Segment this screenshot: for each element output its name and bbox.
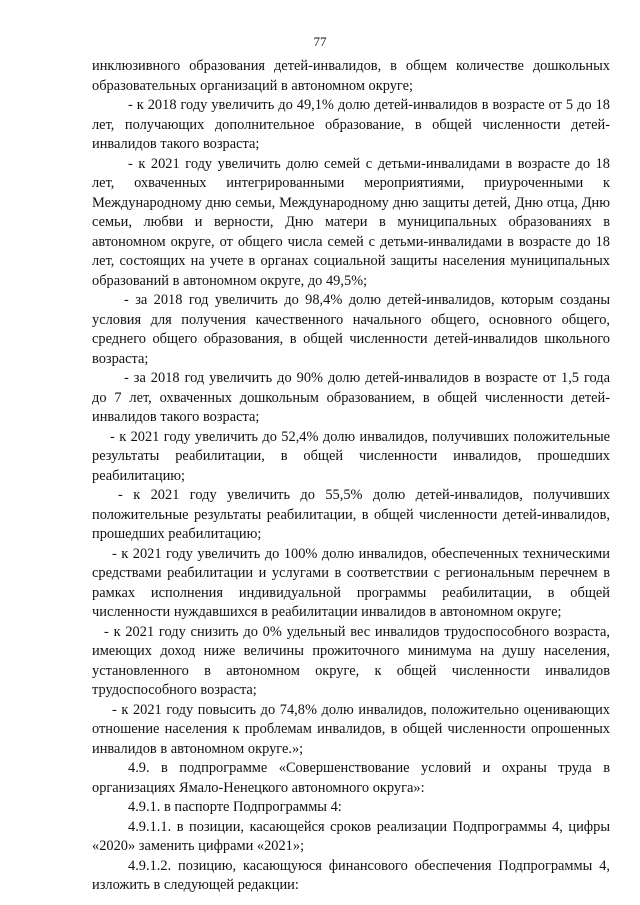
paragraph-rehabilitation-children: - к 2021 году увеличить до 55,5% долю детей-инвалидов, получивших положительные результаты реабилитации, в общей численности детей-инвалидов, прошедших реабилитацию;: [92, 487, 610, 542]
document-body: [92, 57, 610, 896]
paragraph-rehabilitation-adults: - к 2021 году увеличить до 52,4% долю инвалидов, получивших положительные результаты реабилитации, в общей численности инвалидов, прошедших реабилитацию;: [92, 428, 610, 484]
page-number: 77: [313, 34, 327, 49]
paragraph-public-attitude: - к 2021 году повысить до 74,8% долю инвалидов, положительно оценивающих отношение населения к проблемам инвалидов, в общей численности опрошенных инвалидов в автономном округе.»;: [92, 701, 610, 757]
paragraph-technical-means: - к 2021 году увеличить до 100% долю инвалидов, обеспеченных техническими средствами реабилитации и услугами в соответствии с региональным перечнем в рамках исполнения индивидуальной программы реабилитации, в общей численности нуждавшихся в реабилитации инвалидов в автономном округе;: [92, 545, 610, 620]
paragraph-financing: 4.9.1.2. позицию, касающуюся финансового обеспечения Подпрограммы 4, изложить в следующей редакции:: [92, 857, 610, 893]
paragraph-inclusive-education: инклюзивного образования детей-инвалидов, в общем количестве дошкольных образовательных организаций в автономном округе;: [92, 58, 610, 94]
paragraph-additional-education: - к 2018 году увеличить до 49,1% долю детей-инвалидов в возрасте от 5 до 18 лет, получающих дополнительное образование, в общей численности детей-инвалидов такого возраста;: [92, 97, 610, 152]
paragraph-passport-4: 4.9.1. в паспорте Подпрограммы 4:: [128, 799, 342, 815]
paragraph-income-level: - к 2021 году снизить до 0% удельный вес инвалидов трудоспособного возраста, имеющих доход ниже величины прожиточного минимума на душу населения, установленного в автономном округе, к общей численности инвалидов трудоспособного возраста;: [92, 623, 610, 698]
paragraph-school-conditions: - за 2018 год увеличить до 98,4% долю детей-инвалидов, которым созданы условия для получения качественного начального общего, основного общего, среднего общего образования, в общей численности детей-инвалидов школьного возраста;: [92, 292, 610, 367]
paragraph-subprogram-labor: 4.9. в подпрограмме «Совершенствование условий и охраны труда в организациях Ямало-Ненецкого автономного округа»:: [92, 760, 610, 796]
paragraph-preschool-coverage: - за 2018 год увеличить до 90% долю детей-инвалидов в возрасте от 1,5 года до 7 лет, охваченных дошкольным образованием, в общей численности детей-инвалидов такого возраста;: [92, 370, 610, 425]
paragraph-family-events: - к 2021 году увеличить долю семей с детьми-инвалидами в возрасте до 18 лет, охваченных интегрированными мероприятиями, приуроченными к Международному дню семьи, Международному дню защиты детей, Дню отца, Дню семьи, любви и верности, Дню матери в муниципальных образованиях в автономном округе, от общего числа семей с детьми-инвалидами в возрасте до 18 лет, состоящих на учете в органах социальной защиты населения муниципальных образований в автономном округе, до 49,5%;: [92, 155, 610, 289]
paragraph-implementation-terms: 4.9.1.1. в позиции, касающейся сроков реализации Подпрограммы 4, цифры «2020» заменить цифрами «2021»;: [92, 818, 610, 854]
